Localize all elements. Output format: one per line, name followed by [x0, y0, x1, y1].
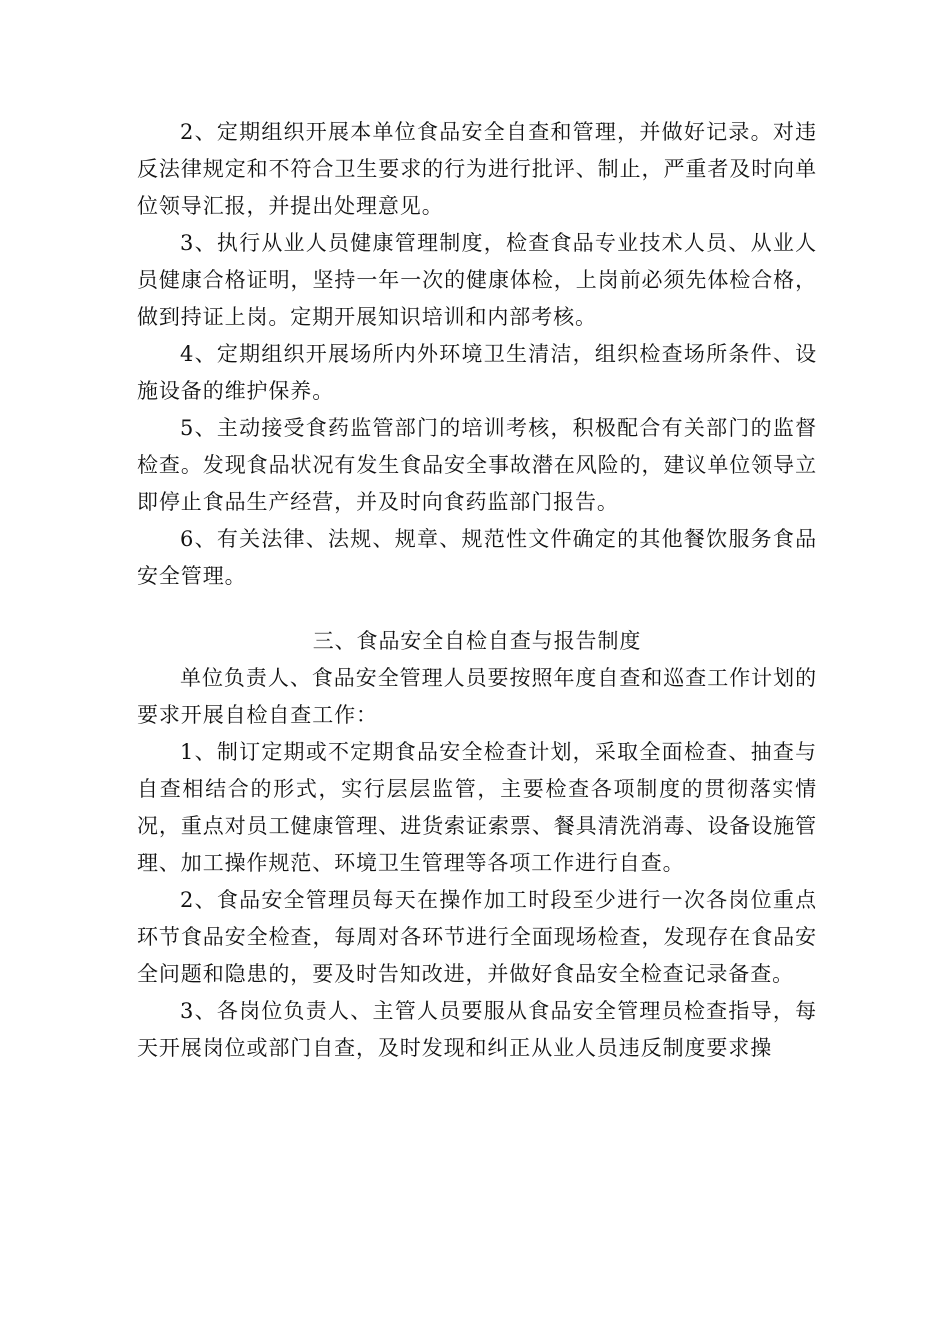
paragraph-duty-5: 5、主动接受食药监管部门的培训考核，积极配合有关部门的监督检查。发现食品状况有发生食品安全事故潜在风险的，建议单位领导立即停止食品生产经营，并及时向食药监部门报告。 — [137, 416, 817, 514]
paragraph-check-3: 3、各岗位负责人、主管人员要服从食品安全管理员检查指导，每天开展岗位或部门自查，及时发现和纠正从业人员违反制度要求操 — [137, 999, 817, 1060]
section-heading: 三、食品安全自检自查与报告制度 — [312, 629, 642, 653]
paragraph-check-1: 1、制订定期或不定期食品安全检查计划，采取全面检查、抽查与自查相结合的形式，实行层层监管，主要检查各项制度的贯彻落实情况，重点对员工健康管理、进货索证索票、餐具清洗消毒、设备设施管理、加工操作规范、环境卫生管理等各项工作进行自查。 — [137, 740, 817, 875]
document-body — [137, 114, 817, 1067]
paragraph-duty-4: 4、定期组织开展场所内外环境卫生清洁，组织检查场所条件、设施设备的维护保养。 — [137, 342, 817, 403]
paragraph-check-2: 2、食品安全管理员每天在操作加工时段至少进行一次各岗位重点环节食品安全检查，每周对各环节进行全面现场检查，发现存在食品安全问题和隐患的，要及时告知改进，并做好食品安全检查记录备查。 — [137, 888, 817, 986]
paragraph-intro: 单位负责人、食品安全管理人员要按照年度自查和巡查工作计划的要求开展自检自查工作： — [137, 666, 817, 727]
paragraph-duty-6: 6、有关法律、法规、规章、规范性文件确定的其他餐饮服务食品安全管理。 — [137, 527, 817, 588]
paragraph-duty-2: 2、定期组织开展本单位食品安全自查和管理，并做好记录。对违反法律规定和不符合卫生要求的行为进行批评、制止，严重者及时向单位领导汇报，并提出处理意见。 — [137, 120, 817, 218]
paragraph-duty-3: 3、执行从业人员健康管理制度，检查食品专业技术人员、从业人员健康合格证明，坚持一年一次的健康体检，上岗前必须先体检合格，做到持证上岗。定期开展知识培训和内部考核。 — [137, 231, 817, 329]
